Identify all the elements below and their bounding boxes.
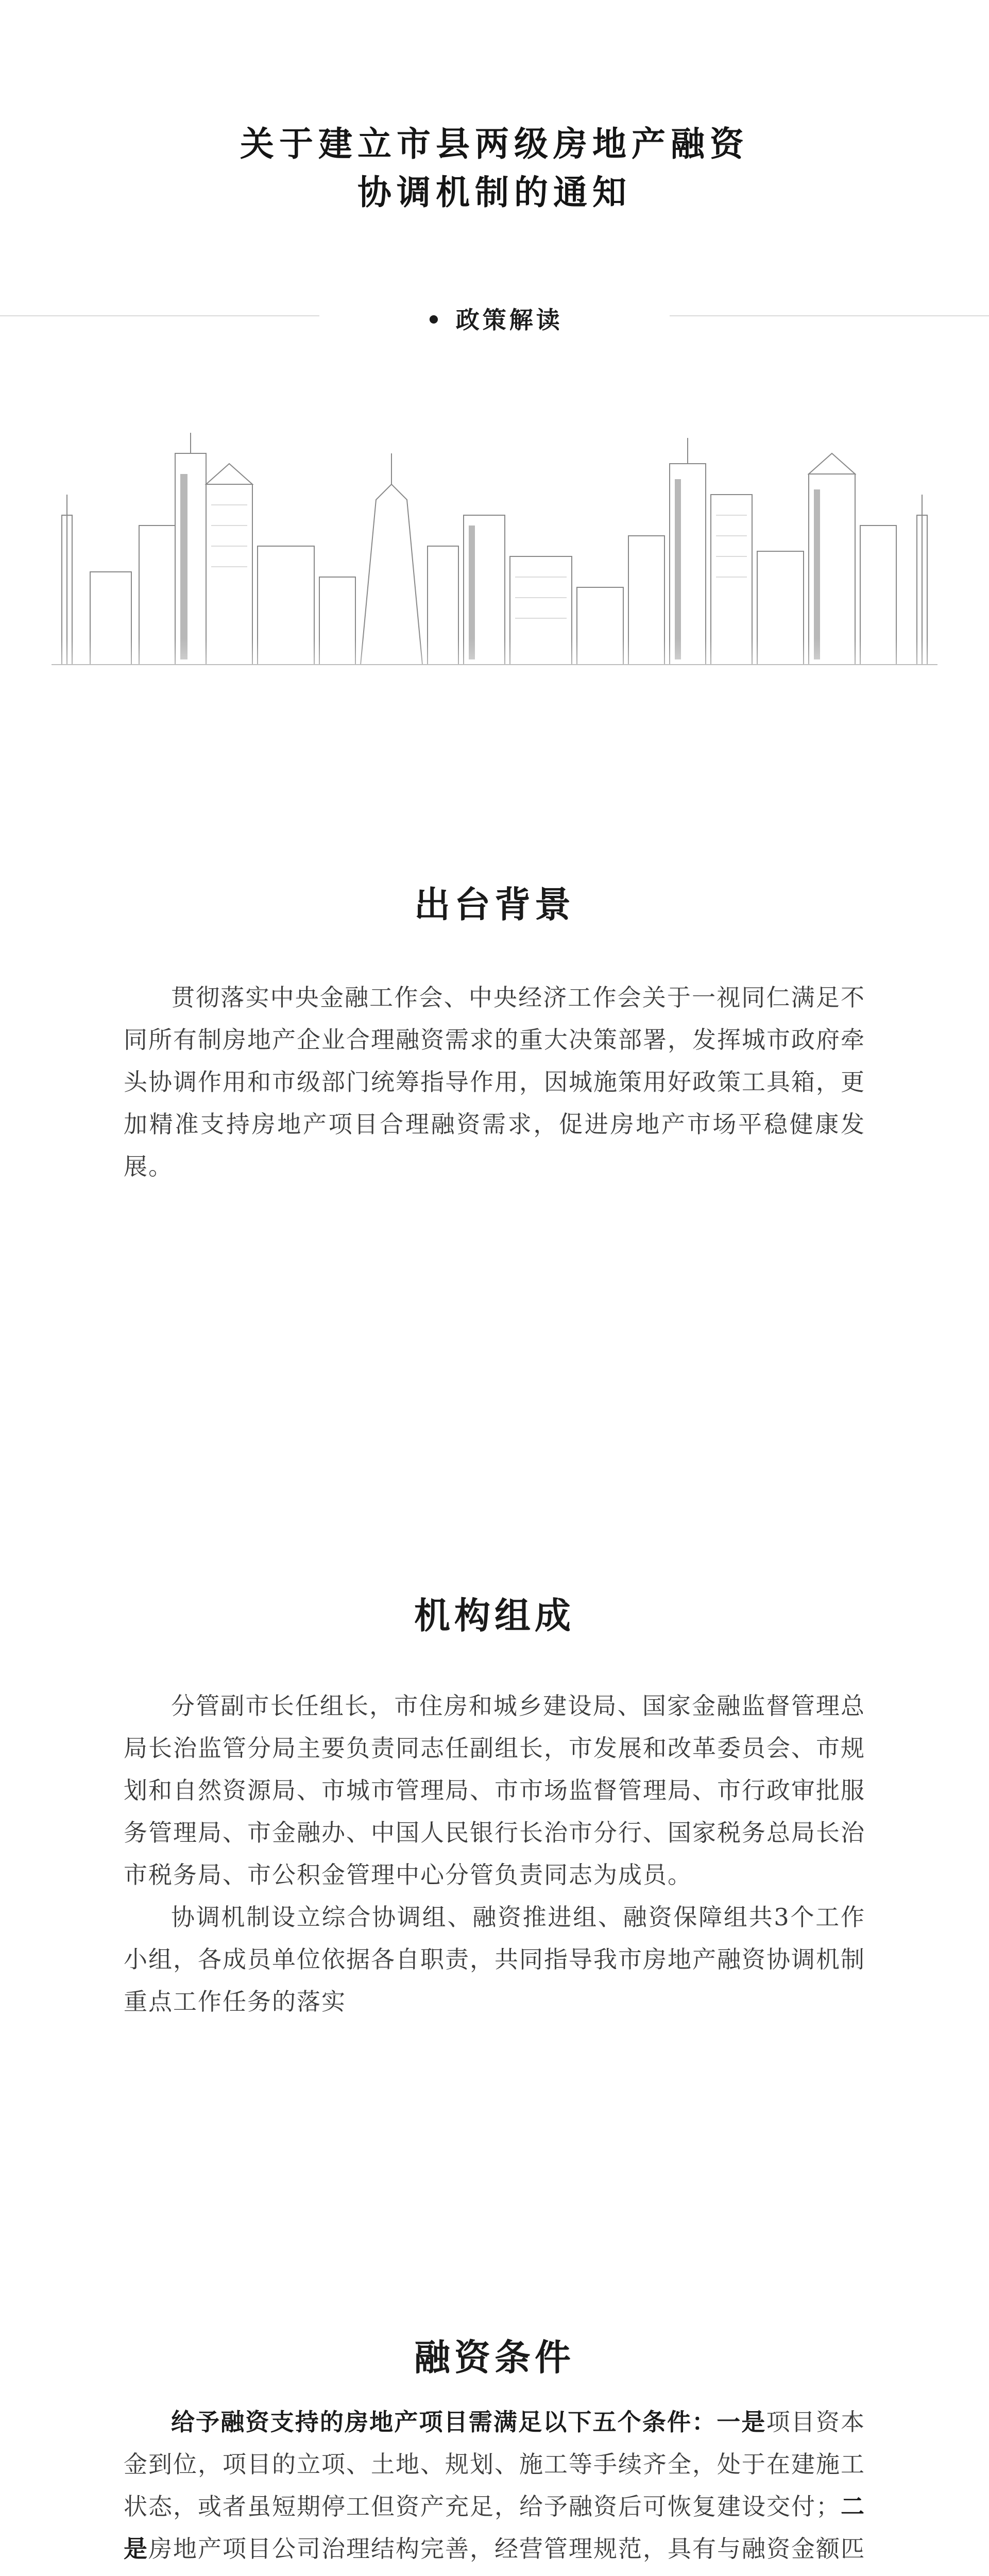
condition-2-key: 二是: [124, 2493, 865, 2563]
page-title-line2: 协调机制的通知: [357, 172, 632, 212]
conditions-text: [124, 2401, 865, 2576]
organization-paragraph: [124, 1685, 865, 2023]
page-subtitle: • 政策解读: [426, 306, 563, 334]
background-paragraph: [124, 976, 865, 1188]
condition-2-text: 房地产项目公司治理结构完善，经营管理规范，具有与融资金额匹: [148, 2535, 865, 2563]
background-text: 贯彻落实中央金融工作会、中央经济工作会关于一视同仁满足不同所有制房地产企业合理融资需求的重大决策部署，发挥城市政府牵头协调作用和市级部门统筹指导作用，因城施策用好政策工具箱，更加精准支持房地产项目合理融资需求，促进房地产市场平稳健康发展。: [124, 984, 865, 1180]
section-title-background: 出台背景: [414, 883, 575, 926]
page-title: [0, 120, 989, 216]
organization-text-2: 协调机制设立综合协调组、融资推进组、融资保障组共3个工作小组，各成员单位依据各自职责，共同指导我市房地产融资协调机制重点工作任务的落实: [124, 1903, 865, 2015]
organization-text-1: 分管副市长任组长，市住房和城乡建设局、国家金融监督管理总局长治监管分局主要负责同志任副组长，市发展和改革委员会、市规划和自然资源局、市城市管理局、市市场监督管理局、市行政审批服务管理局、市金融办、中国人民银行长治市分行、国家税务总局长治市税务局、市公积金管理中心分管负责同志为成员。: [124, 1692, 865, 1889]
section-title-conditions: 融资条件: [414, 2336, 575, 2379]
page-title-line1: 关于建立市县两级房地产融资: [240, 124, 749, 164]
condition-1-key: 一是: [717, 2408, 766, 2436]
conditions-paragraph: [124, 2401, 865, 2576]
condition-1-text: 项目资本金到位，项目的立项、土地、规划、施工等手续齐全，处于在建施工状态，或者虽短期停工但资产充足，给予融资后可恢复建设交付；: [124, 2408, 866, 2520]
city-skyline-illustration: [0, 422, 989, 711]
conditions-intro: 给予融资支持的房地产项目需满足以下五个条件：: [171, 2408, 717, 2436]
section-title-organization: 机构组成: [414, 1594, 575, 1637]
